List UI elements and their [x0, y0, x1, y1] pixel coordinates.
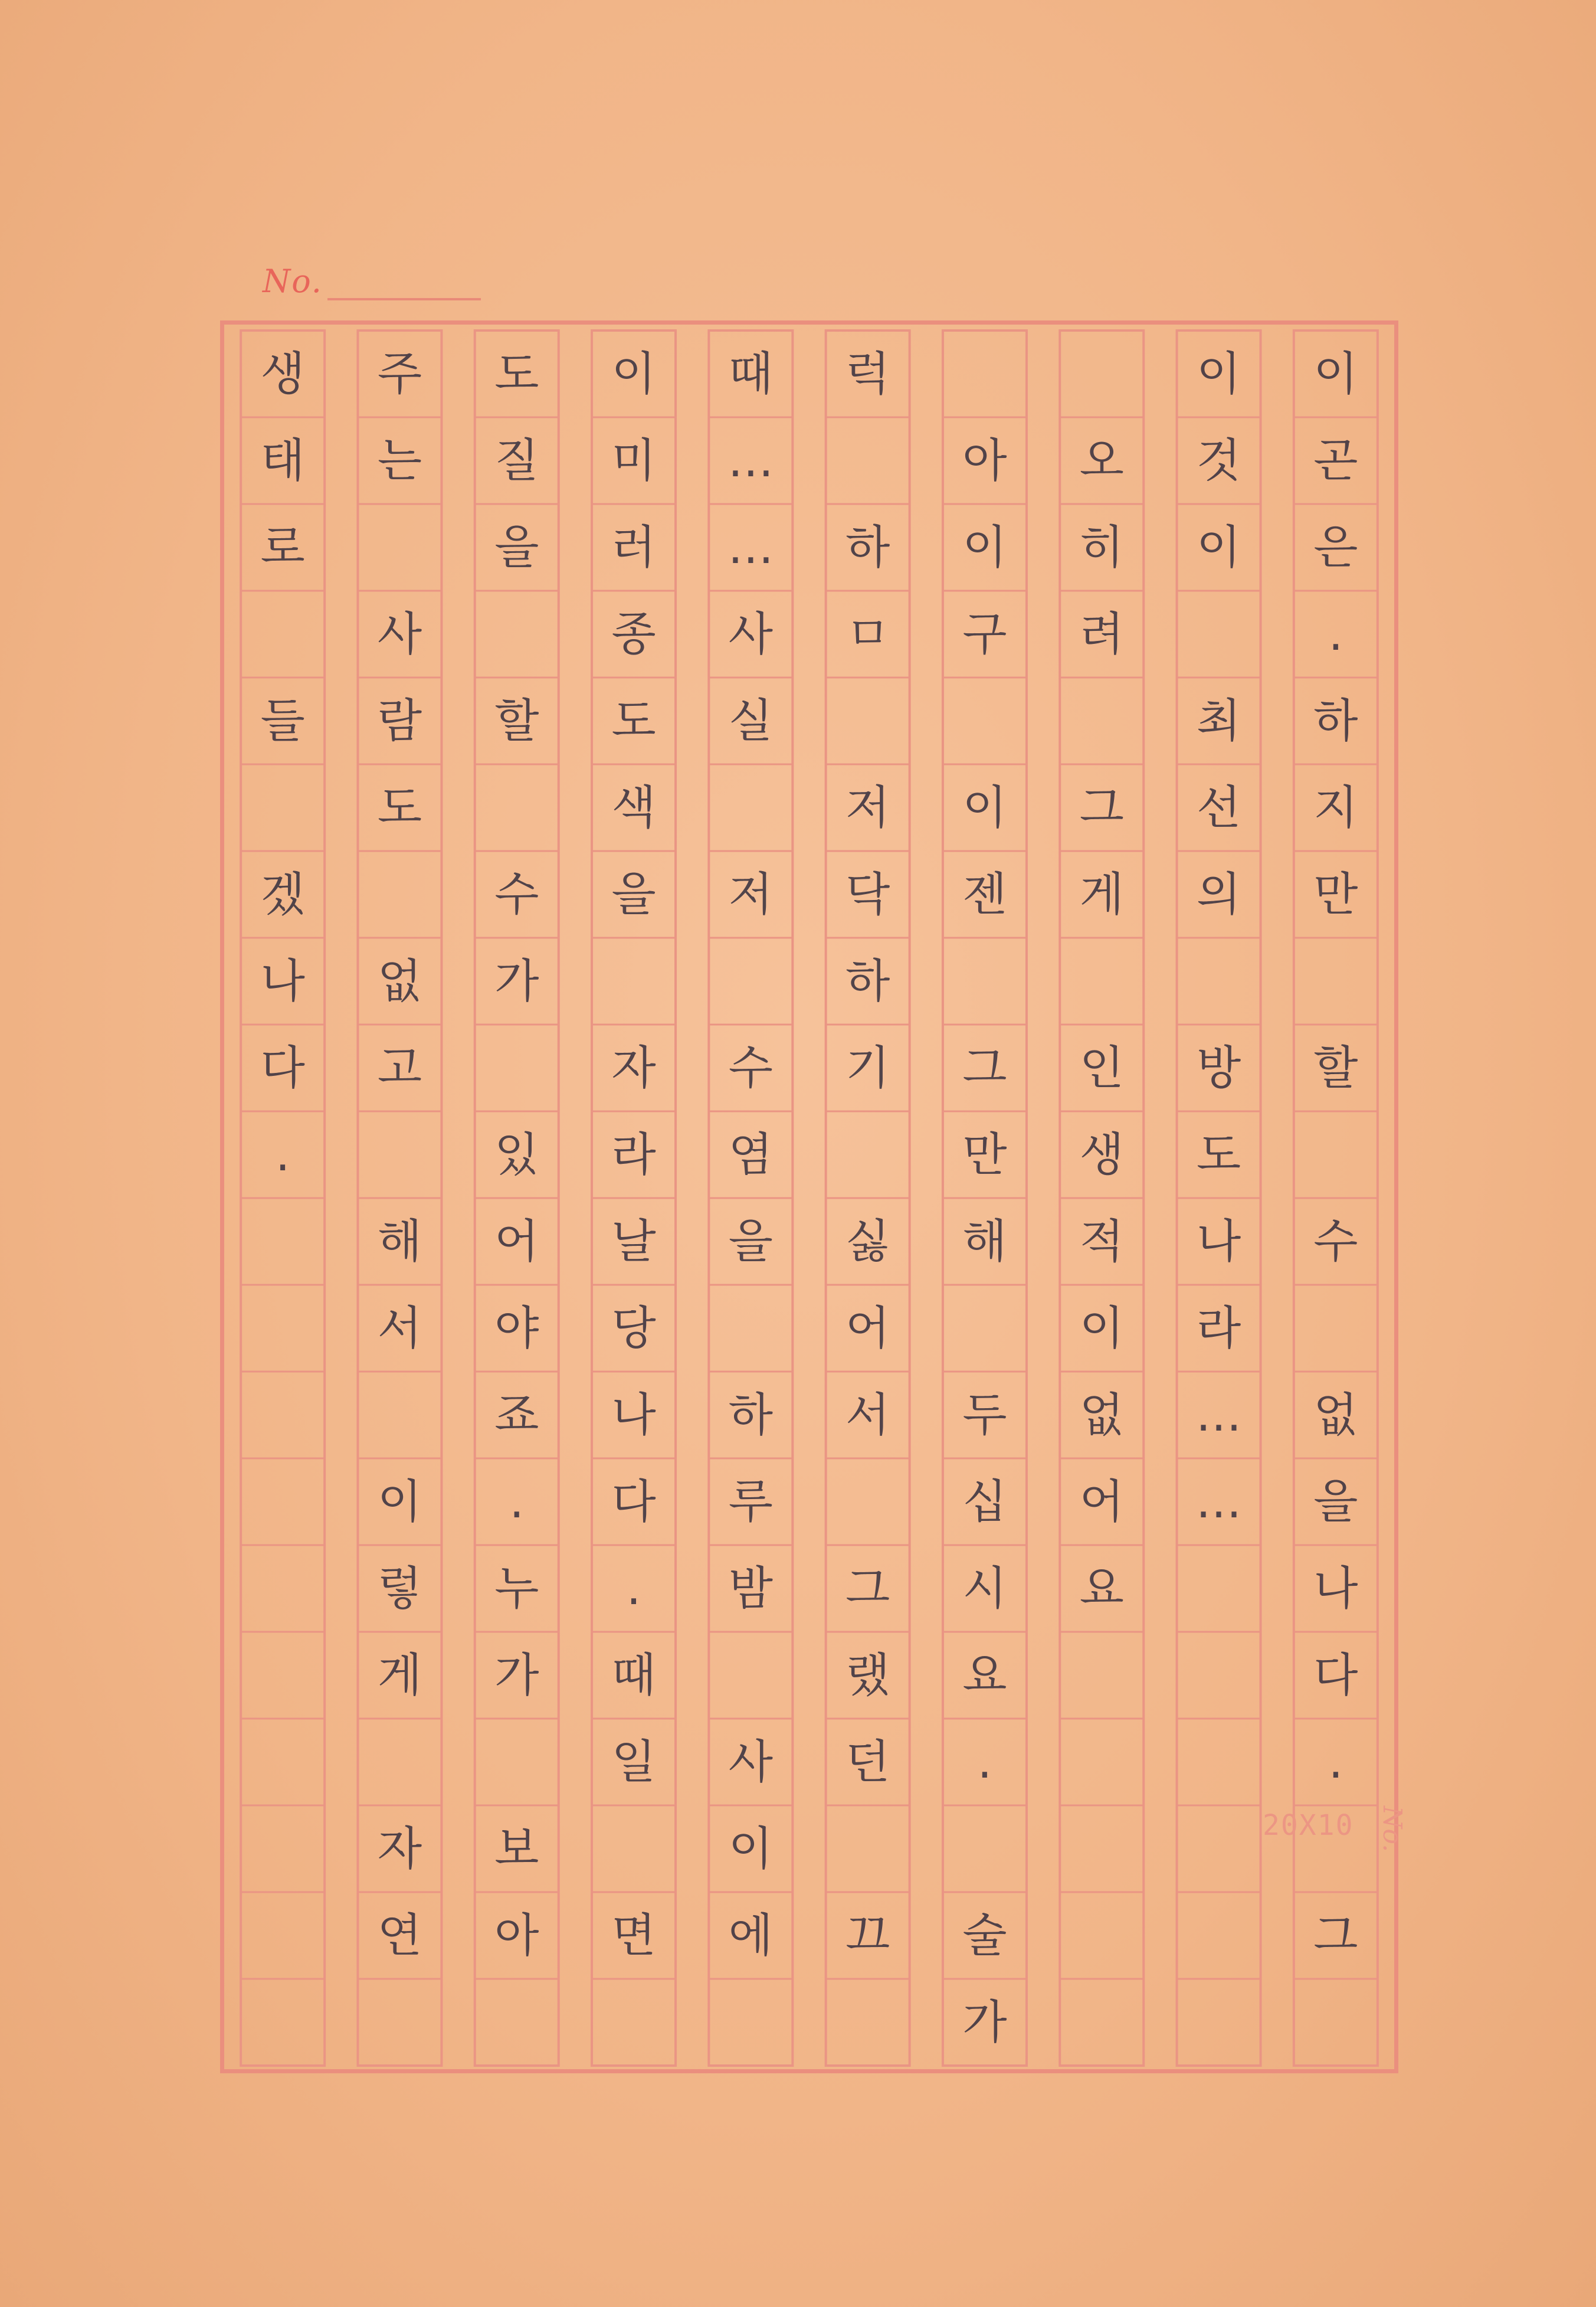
manuscript-cell: 라	[1196, 1301, 1241, 1355]
manuscript-cell: ㅁ	[845, 607, 890, 661]
manuscript-cell: 일	[611, 1735, 656, 1789]
manuscript-cell: …	[727, 521, 774, 574]
manuscript-cell: 때	[728, 347, 774, 401]
manuscript-cell: 최	[1196, 694, 1241, 748]
manuscript-cell: 수	[494, 868, 539, 921]
manuscript-cell: 수	[728, 1041, 774, 1095]
manuscript-cell: 하	[1313, 694, 1358, 748]
manuscript-cell: 이	[728, 1822, 774, 1876]
manuscript-cell: 오	[1079, 434, 1124, 487]
manuscript-cell: 저	[845, 781, 890, 835]
manuscript-cell: 인	[1079, 1041, 1124, 1095]
manuscript-cell: 도	[377, 781, 422, 835]
manuscript-cell: 두	[962, 1388, 1007, 1442]
manuscript-cell: 끄	[845, 1909, 890, 1962]
manuscript-cell: 렇	[377, 1562, 422, 1615]
manuscript-cell: 적	[1079, 1215, 1124, 1268]
manuscript-cell: 어	[494, 1215, 539, 1268]
manuscript-cell: 게	[1079, 868, 1124, 921]
manuscript-cell: 다	[260, 1041, 305, 1095]
manuscript-cell: 가	[962, 1995, 1007, 2049]
manuscript-cell: 아	[494, 1909, 539, 1962]
manuscript-cell: 방	[1196, 1041, 1241, 1095]
manuscript-cell: 곤	[1313, 434, 1358, 487]
manuscript-cell: 그	[1079, 781, 1124, 835]
manuscript-cell: 도	[1196, 1128, 1241, 1182]
side-page-mark: No.	[1377, 1806, 1407, 1853]
manuscript-cell: 나	[1313, 1562, 1358, 1615]
manuscript-cell: 생	[1079, 1128, 1124, 1182]
manuscript-cell: 요	[1079, 1562, 1124, 1615]
manuscript-cell: 하	[845, 521, 890, 574]
manuscript-cell: 그	[845, 1562, 890, 1615]
manuscript-cell: .	[509, 1475, 525, 1529]
manuscript-cell: 당	[611, 1301, 656, 1355]
paper-size-label: 20X10	[1263, 1809, 1354, 1842]
manuscript-cell: 자	[377, 1822, 422, 1876]
manuscript-cell: 이	[377, 1475, 422, 1529]
manuscript-cell: 선	[1196, 781, 1241, 835]
manuscript-cell: 루	[728, 1475, 774, 1529]
manuscript-cell: 만	[962, 1128, 1007, 1182]
manuscript-cell: 러	[611, 521, 656, 574]
manuscript-cell: 수	[1313, 1215, 1358, 1268]
manuscript-cell: 어	[845, 1301, 890, 1355]
manuscript-cell: 그	[1313, 1909, 1358, 1962]
manuscript-cell: .	[1328, 1735, 1343, 1789]
manuscript-cell: .	[1328, 607, 1343, 661]
manuscript-cell: 이	[1079, 1301, 1124, 1355]
manuscript-cell: 사	[377, 607, 422, 661]
manuscript-cell: 지	[1313, 781, 1358, 835]
manuscript-cell: 밤	[728, 1562, 774, 1615]
manuscript-cell: 염	[728, 1128, 774, 1182]
manuscript-cell: 실	[728, 694, 774, 748]
manuscript-cell: 때	[611, 1648, 656, 1702]
manuscript-cell: 젠	[962, 868, 1007, 921]
manuscript-cell: 구	[962, 607, 1007, 661]
manuscript-cell: 시	[962, 1562, 1007, 1615]
manuscript-cell: 나	[611, 1388, 656, 1442]
manuscript-cell: 그	[962, 1041, 1007, 1095]
manuscript-cell: 려	[1079, 607, 1124, 661]
manuscript-cell: .	[275, 1128, 290, 1182]
manuscript-cell: …	[1195, 1388, 1242, 1442]
manuscript-cell: 에	[728, 1909, 774, 1962]
manuscript-cell: 만	[1313, 868, 1358, 921]
manuscript-cell: 있	[494, 1128, 539, 1182]
manuscript-cell: 술	[962, 1909, 1007, 1962]
manuscript-cell: 랬	[845, 1648, 890, 1702]
manuscript-cell: 는	[377, 434, 422, 487]
manuscript-cell: 다	[611, 1475, 656, 1529]
manuscript-cell: 히	[1079, 521, 1124, 574]
manuscript-cell: …	[1195, 1475, 1242, 1529]
manuscript-cell: 럭	[845, 347, 890, 401]
manuscript-cell: 들	[260, 694, 305, 748]
manuscript-cell: 사	[728, 1735, 774, 1789]
manuscript-cell: 해	[962, 1215, 1007, 1268]
manuscript-cell: 아	[962, 434, 1007, 487]
manuscript-cell: 죠	[494, 1388, 539, 1442]
manuscript-cell: 할	[494, 694, 539, 748]
manuscript-cell: 이	[1313, 347, 1358, 401]
manuscript-cell: 기	[845, 1041, 890, 1095]
manuscript-cell: 저	[728, 868, 774, 921]
manuscript-cell: 하	[845, 954, 890, 1008]
manuscript-cell: 람	[377, 694, 422, 748]
manuscript-cell: 없	[1079, 1388, 1124, 1442]
manuscript-cell: 이	[962, 781, 1007, 835]
manuscript-cell: 나	[1196, 1215, 1241, 1268]
manuscript-cell: 도	[494, 347, 539, 401]
manuscript-cell: 생	[260, 347, 305, 401]
manuscript-cell: 이	[1196, 521, 1241, 574]
manuscript-cell: 날	[611, 1215, 656, 1268]
manuscript-cell: 싫	[845, 1215, 890, 1268]
manuscript-cell: 나	[260, 954, 305, 1008]
manuscript-cell: 을	[611, 868, 656, 921]
manuscript-cell: 종	[611, 607, 656, 661]
manuscript-cell: 없	[377, 954, 422, 1008]
manuscript-cell: 질	[494, 434, 539, 487]
manuscript-cell: 것	[1196, 434, 1241, 487]
manuscript-cell: 겠	[260, 868, 305, 921]
manuscript-cell: 닥	[845, 868, 890, 921]
manuscript-cell: 이	[962, 521, 1007, 574]
manuscript-cell: 서	[377, 1301, 422, 1355]
manuscript-cell: 고	[377, 1041, 422, 1095]
manuscript-cell: 요	[962, 1648, 1007, 1702]
manuscript-cell: 없	[1313, 1388, 1358, 1442]
manuscript-cell: 서	[845, 1388, 890, 1442]
manuscript-cell: 가	[494, 954, 539, 1008]
manuscript-cell: 면	[611, 1909, 656, 1962]
manuscript-cell: 야	[494, 1301, 539, 1355]
manuscript-cell: 십	[962, 1475, 1007, 1529]
manuscript-cell: 태	[260, 434, 305, 487]
manuscript-cell: 이	[611, 347, 656, 401]
manuscript-cell: 라	[611, 1128, 656, 1182]
manuscript-cell: 누	[494, 1562, 539, 1615]
manuscript-cell: 은	[1313, 521, 1358, 574]
manuscript-cell: …	[727, 434, 774, 487]
manuscript-cell: .	[977, 1735, 992, 1789]
manuscript-cell: 던	[845, 1735, 890, 1789]
manuscript-cell: 연	[377, 1909, 422, 1962]
manuscript-cell: 게	[377, 1648, 422, 1702]
manuscript-cell: 이	[1196, 347, 1241, 401]
manuscript-cell: 을	[728, 1215, 774, 1268]
manuscript-cell: 보	[494, 1822, 539, 1876]
manuscript-cell: 자	[611, 1041, 656, 1095]
manuscript-cell: 도	[611, 694, 656, 748]
manuscript-cell: 로	[260, 521, 305, 574]
manuscript-cell: 을	[494, 521, 539, 574]
manuscript-cell: .	[626, 1562, 641, 1615]
manuscript-cell: 을	[1313, 1475, 1358, 1529]
manuscript-cell: 해	[377, 1215, 422, 1268]
manuscript-cell: 주	[377, 347, 422, 401]
manuscript-cell: 색	[611, 781, 656, 835]
manuscript-cell: 하	[728, 1388, 774, 1442]
manuscript-cell: 미	[611, 434, 656, 487]
manuscript-cell: 가	[494, 1648, 539, 1702]
manuscript-cell: 할	[1313, 1041, 1358, 1095]
manuscript-cell: 사	[728, 607, 774, 661]
page-number-label: No.	[263, 263, 323, 300]
manuscript-cell: 의	[1196, 868, 1241, 921]
manuscript-cell: 다	[1313, 1648, 1358, 1702]
manuscript-cell: 어	[1079, 1475, 1124, 1529]
